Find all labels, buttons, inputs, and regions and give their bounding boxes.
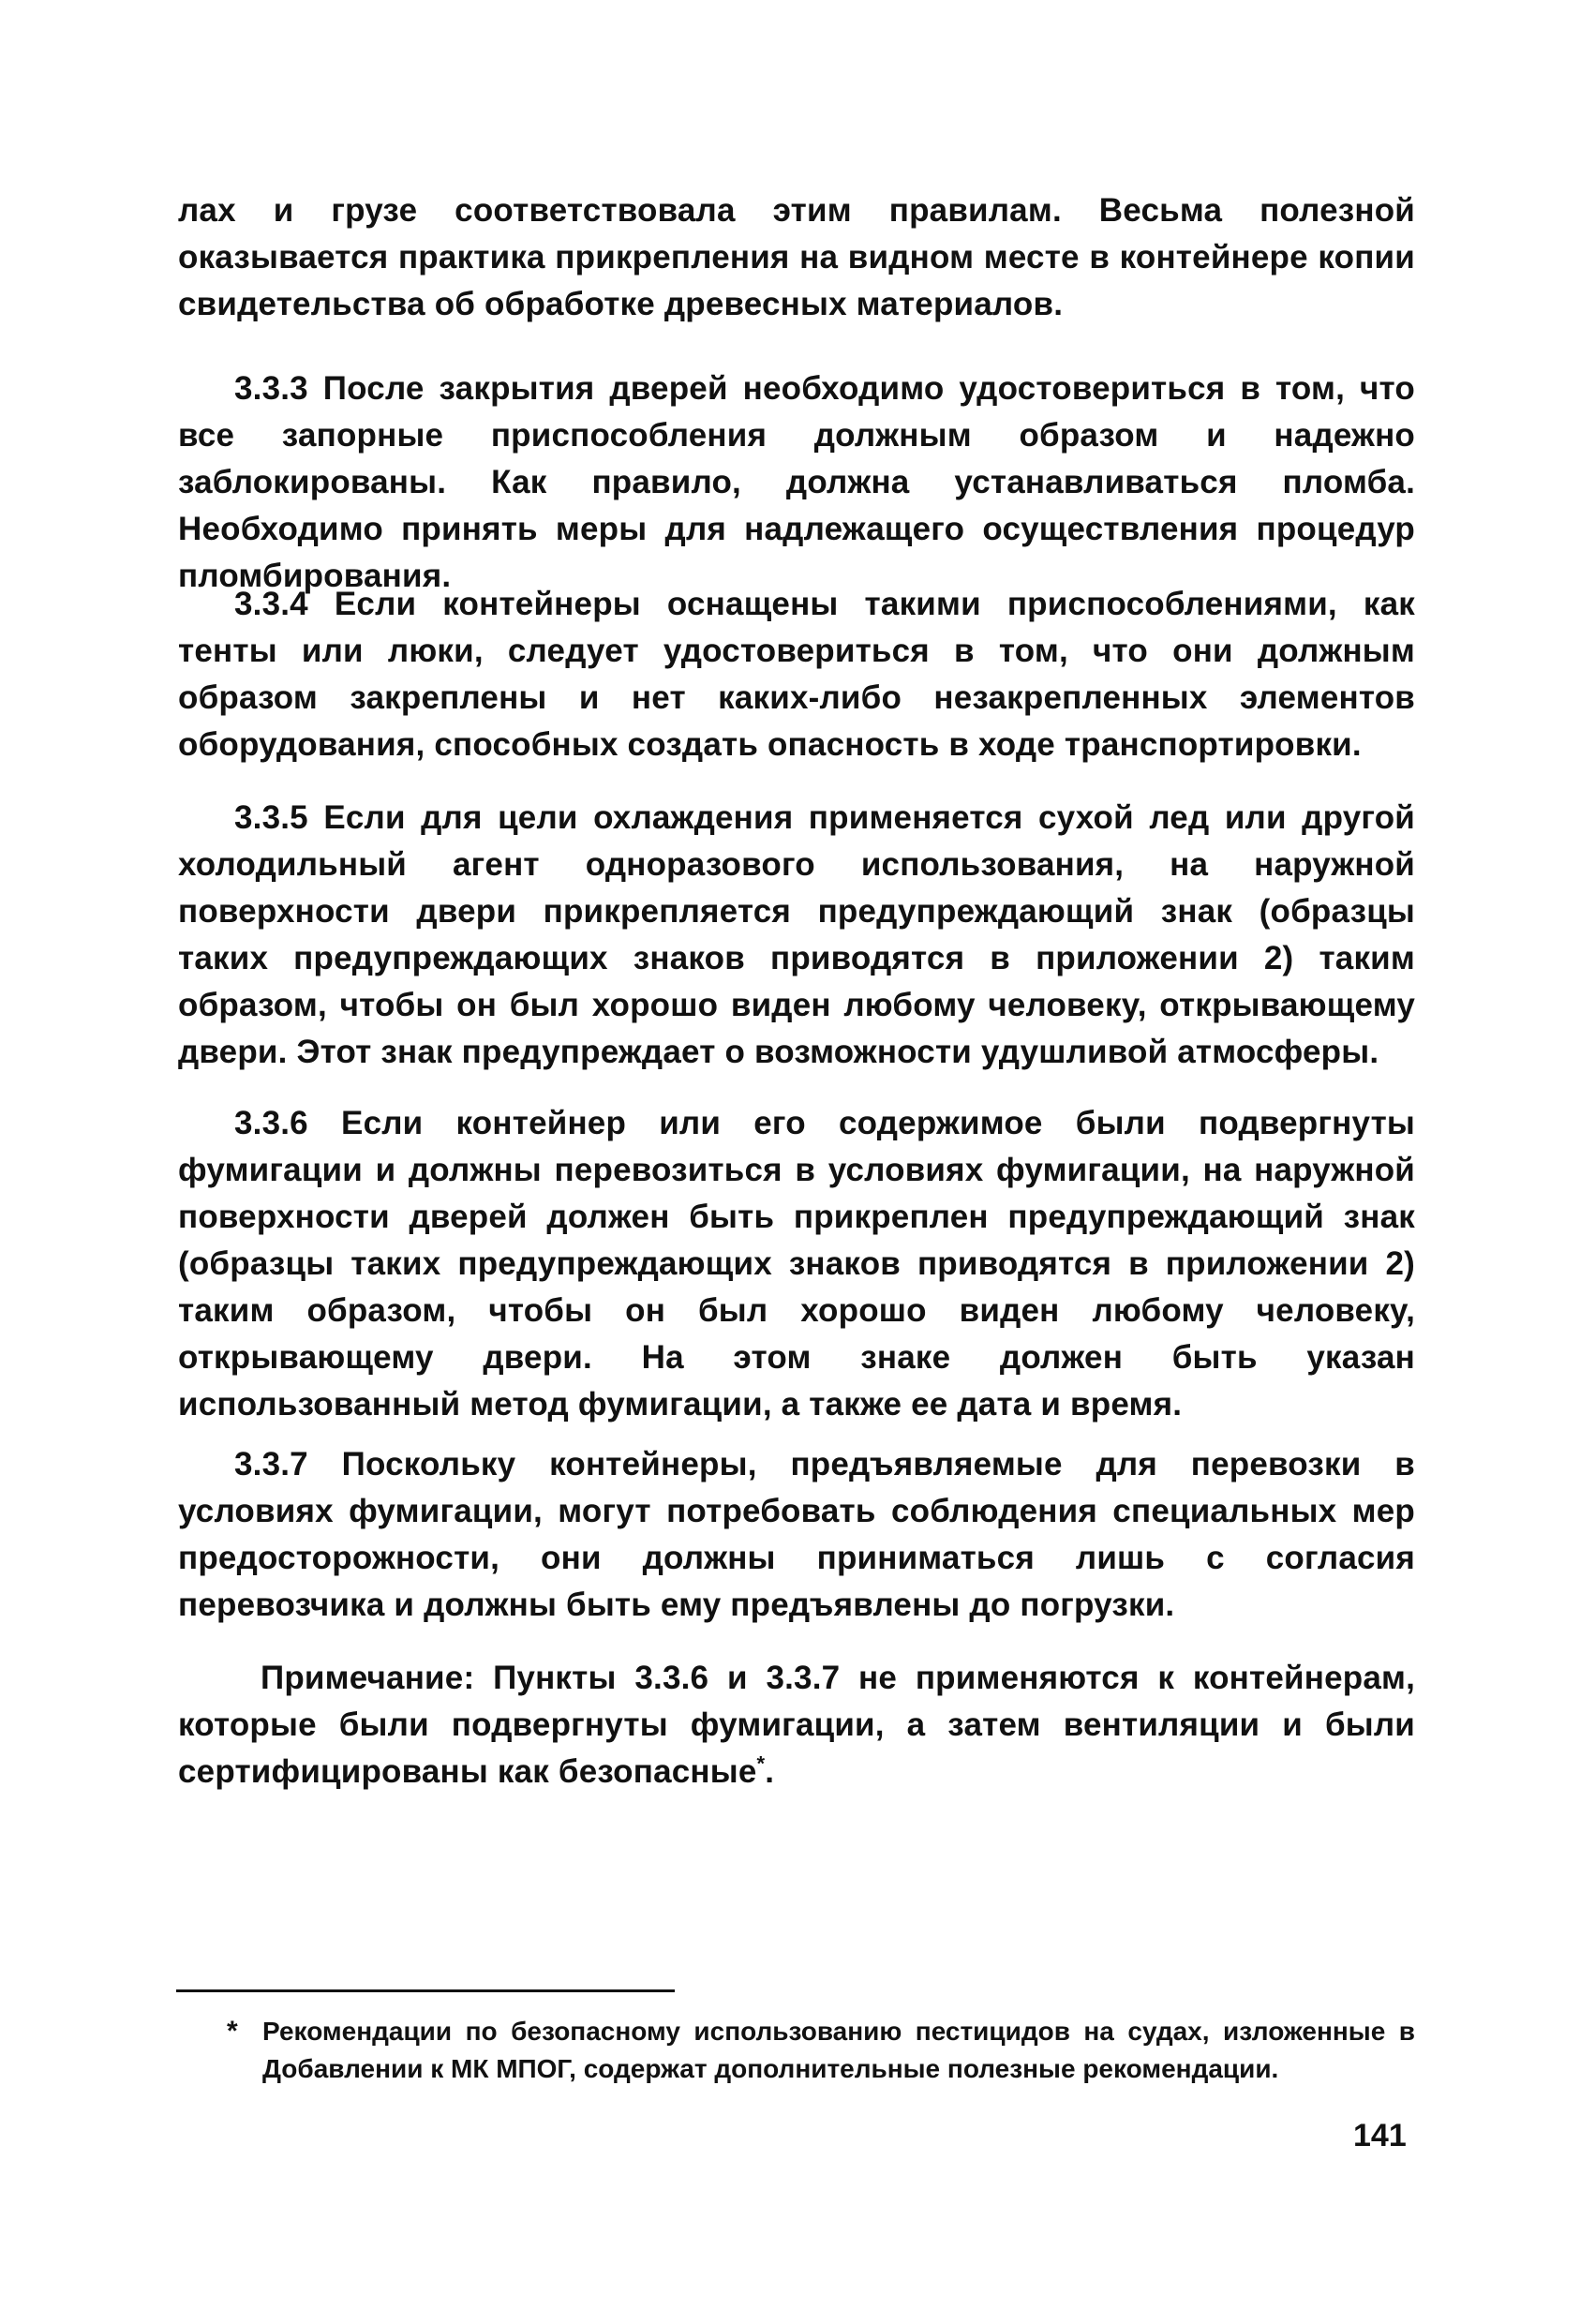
paragraph-3-3-3-text: 3.3.3 После закрытия дверей необходимо удостовериться в том, что все запорные приспособления должным образом и надежно заблокированы. Как правило, должна устанавливаться пломба. Необходимо принять меры для надлежащего осуществления процедур пломбирования. <box>178 370 1415 594</box>
note-paragraph <box>178 1655 1415 1795</box>
paragraph-3-3-5-text: 3.3.5 Если для цели охлаждения применяется сухой лед или другой холодильный агент одноразового использования, на наружной поверхности двери прикрепляется предупреждающий знак (образцы таких предупреждающих знаков приводятся в приложении 2) таким образом, чтобы он был хорошо виден любому человеку, открывающему двери. Этот знак предупреждает о возможности удушливой атмосферы. <box>178 799 1415 1070</box>
note-footnote-marker: * <box>756 1751 766 1776</box>
footnote-text: Рекомендации по безопасному использованию пестицидов на судах, изложенные в Добавлении к МК МПОГ, содержат дополнительные полезные рекомендации. <box>262 2017 1415 2083</box>
paragraph-3-3-6 <box>178 1100 1415 1428</box>
paragraph-3-3-7 <box>178 1441 1415 1629</box>
paragraph-3-3-5 <box>178 795 1415 1076</box>
footnote-divider <box>176 1989 675 1992</box>
paragraph-3-3-4 <box>178 581 1415 768</box>
paragraph-3-3-3 <box>178 365 1415 600</box>
note-end-period: . <box>765 1753 775 1790</box>
footnote-marker: * <box>227 2016 238 2047</box>
paragraph-3-3-7-text: 3.3.7 Поскольку контейнеры, предъявляемые для перевозки в условиях фумигации, могут потребовать соблюдения специальных мер предосторожности, они должны приниматься лишь с согласия перевозчика и должны быть ему предъявлены до погрузки. <box>178 1446 1415 1623</box>
paragraph-intro <box>178 187 1415 328</box>
note-text: Примечание: Пункты 3.3.6 и 3.3.7 не применяются к контейнерам, которые были подвергнуты фумигации, а затем вентиляции и были сертифицированы как безопасные <box>178 1660 1415 1790</box>
footnote <box>227 2013 1415 2088</box>
page-number: 141 <box>1353 2118 1407 2153</box>
paragraph-3-3-4-text: 3.3.4 Если контейнеры оснащены такими приспособлениями, как тенты или люки, следует удостовериться в том, что они должным образом закреплены и нет каких-либо незакрепленных элементов оборудования, способных создать опасность в ходе транспортировки. <box>178 586 1415 763</box>
paragraph-intro-text: лах и грузе соответствовала этим правилам. Весьма полезной оказывается практика прикрепления на видном месте в контейнере копии свидетельства об обработке древесных материалов. <box>178 192 1415 322</box>
note-text-wrapper <box>178 1655 1415 1795</box>
paragraph-3-3-6-text: 3.3.6 Если контейнер или его содержимое были подвергнуты фумигации и должны перевозиться в условиях фумигации, на наружной поверхности дверей должен быть прикреплен предупреждающий знак (образцы таких предупреждающих знаков приводятся в приложении 2) таким образом, чтобы он был хорошо виден любому человеку, открывающему двери. На этом знаке должен быть указан использованный метод фумигации, а также ее дата и время. <box>178 1105 1415 1423</box>
